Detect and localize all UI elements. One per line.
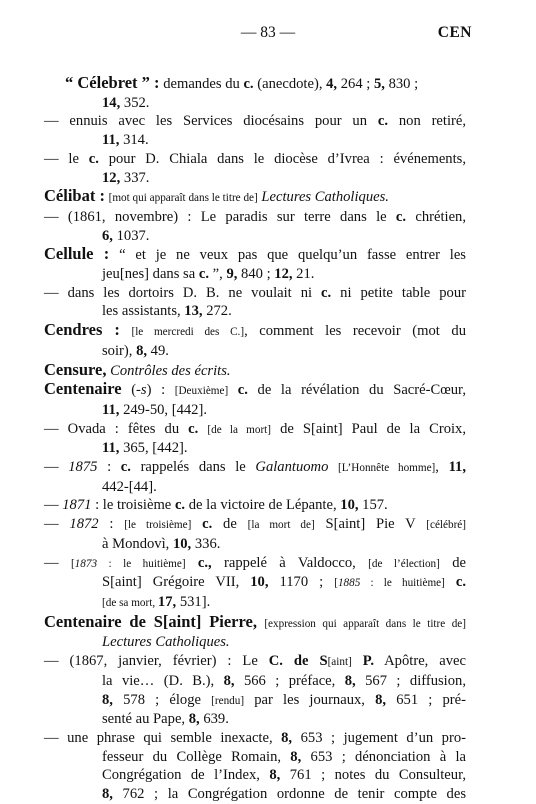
entry-text: 8,	[269, 767, 281, 784]
index-entry	[44, 74, 466, 112]
index-entry	[44, 420, 466, 458]
index-entry	[44, 245, 466, 283]
entry-text	[191, 516, 202, 532]
entry-line	[44, 458, 466, 478]
entry-text: :	[98, 516, 125, 533]
entry-text: , comment les recevoir (mot du	[244, 323, 466, 340]
entry-text: de la victoire de Lépante,	[185, 497, 341, 514]
entry-text: 1871	[62, 497, 92, 514]
entry-text: 8,	[375, 691, 387, 708]
index-entry	[44, 187, 466, 208]
entry-text: la vie… (D. B.),	[102, 672, 224, 689]
entry-line	[44, 613, 466, 634]
entry-text: 8,	[223, 672, 235, 689]
entry-line	[44, 208, 466, 227]
entry-text: 12,	[274, 266, 293, 283]
entry-text: 8,	[136, 342, 148, 359]
index-entry	[44, 208, 466, 245]
entry-text: —	[44, 554, 71, 571]
entry-text: 653 ; jugement d’un pro-	[292, 729, 466, 746]
entry-text: soir),	[102, 342, 137, 359]
entry-text: de la révélation du Sacré-Cœur,	[247, 382, 466, 399]
entry-text: S[aint] Grégoire VII,	[102, 574, 251, 591]
entry-continuation-line	[44, 478, 466, 497]
entry-text: [de la mort]	[207, 423, 272, 436]
entry-text	[352, 653, 363, 669]
entry-continuation-line	[44, 227, 466, 246]
entry-continuation-line	[44, 691, 466, 711]
entry-text: de	[212, 516, 248, 533]
entry-continuation-line	[44, 169, 466, 188]
entry-continuation-line	[44, 265, 466, 284]
entry-line	[44, 187, 466, 208]
entry-text: 651 ; pré-	[386, 691, 466, 708]
entry-text	[283, 653, 294, 669]
entry-text: : le huitième]	[360, 577, 445, 590]
entry-text: 8,	[102, 786, 113, 803]
entry-text: senté au Pape,	[102, 711, 189, 728]
entry-line	[44, 112, 466, 131]
entry-continuation-line	[44, 785, 466, 804]
entry-text: [Deuxième]	[174, 385, 229, 398]
entry-continuation-line	[44, 439, 466, 458]
entry-text: s	[140, 382, 147, 399]
entry-text: c.	[202, 516, 213, 533]
entry-text	[186, 555, 198, 571]
entry-line	[44, 150, 466, 169]
entry-text: c.	[198, 266, 209, 283]
entry-text: c.	[395, 208, 407, 225]
entry-text: ”,	[209, 266, 227, 283]
entry-text: c.	[120, 459, 131, 476]
entry-text: 840 ;	[237, 266, 275, 283]
entry-text: 12,	[102, 169, 121, 186]
entry-text: c.	[243, 76, 254, 92]
entry-text: Lectures Catholiques.	[102, 634, 230, 651]
entry-text: —	[44, 516, 70, 533]
entry-text: [de l’élection]	[368, 557, 440, 570]
entry-text: 11,	[102, 401, 120, 418]
entry-text: c.	[188, 420, 199, 437]
entry-line	[44, 74, 466, 94]
entry-text: rappelés dans le	[130, 459, 256, 476]
entry-text: non retiré,	[388, 113, 467, 130]
entry-line	[44, 245, 466, 265]
entry-text: demandes du	[159, 76, 244, 92]
entry-text: 352.	[120, 94, 150, 111]
entry-text: jeu[nes] dans sa	[102, 266, 199, 283]
entry-text: par les journaux,	[244, 691, 376, 708]
entry-text: 567 ; diffusion,	[355, 672, 466, 689]
entry-text: 314.	[119, 132, 149, 149]
entry-continuation-line	[44, 766, 466, 785]
entry-text: 21.	[292, 266, 315, 283]
entry-continuation-line	[44, 302, 466, 321]
entry-text: — Ovada : fêtes du	[44, 420, 189, 437]
entry-text: 9,	[226, 266, 238, 283]
entry-text: chrétien,	[406, 208, 466, 225]
entry-line	[44, 729, 466, 748]
entry-text: [aint]	[327, 656, 352, 669]
entry-continuation-line	[44, 131, 466, 150]
entry-line	[44, 284, 466, 303]
entry-text: 272.	[202, 303, 232, 320]
headword: “ Célebret ” :	[65, 73, 160, 92]
entry-text: — (1861, novembre) : Le paradis sur terre dans le	[44, 208, 396, 225]
entry-text: — une phrase qui semble inexacte,	[44, 729, 282, 746]
headword: Célibat :	[44, 186, 105, 206]
entry-text: P.	[362, 653, 374, 670]
entry-text: 10,	[250, 574, 269, 591]
entry-text: Apôtre, avec	[374, 653, 466, 670]
entry-text: [	[70, 557, 75, 570]
entry-text: [le troisième]	[124, 519, 192, 532]
entry-line	[44, 380, 466, 401]
entry-text: Galantuomo	[255, 459, 329, 476]
entry-text: (-	[121, 382, 141, 399]
entry-text	[120, 323, 132, 339]
entry-text: 11,	[448, 459, 466, 476]
entry-text: 11,	[102, 132, 120, 149]
entry-text: 10,	[340, 497, 359, 514]
entry-text: 157.	[358, 497, 388, 514]
entry-text: — (1867, janvier, février) : Le	[44, 653, 269, 670]
entry-text: 336.	[191, 535, 221, 552]
entry-line	[44, 321, 466, 342]
entry-text: [mot qui apparaît dans le titre de]	[108, 192, 258, 205]
entry-text: S[aint] Pie V	[314, 516, 427, 533]
entry-text: 8,	[188, 711, 200, 728]
entry-continuation-line	[44, 401, 466, 420]
entry-text: : le huitième]	[97, 557, 186, 570]
entry-text: — le	[44, 150, 89, 167]
index-entry	[44, 613, 466, 652]
entry-text: 639.	[199, 711, 229, 728]
entry-text: de S[aint] Paul de la Croix,	[271, 420, 466, 437]
entry-text: 653 ; dénonciation à la	[301, 748, 466, 765]
entry-line	[44, 496, 466, 515]
entry-text: 5,	[373, 76, 385, 92]
entry-continuation-line	[44, 710, 466, 729]
entry-text: [rendu]	[211, 694, 245, 707]
entry-text: c.	[88, 150, 99, 167]
entry-text: 578 ; éloge	[112, 691, 212, 708]
entry-text: 1872	[69, 516, 99, 533]
entry-text: ) :	[146, 382, 175, 399]
entry-text: [de sa mort,	[102, 596, 158, 609]
entry-text: —	[44, 459, 69, 476]
entry-text: 11,	[102, 440, 120, 457]
entry-text: 8,	[102, 691, 113, 708]
entry-text: c.	[174, 497, 186, 514]
entry-text: 442-[44].	[102, 478, 157, 495]
entry-text: [célébré]	[426, 519, 466, 532]
entry-text: rappelé à Valdocco,	[211, 554, 369, 571]
headword: Centenaire	[44, 379, 122, 399]
entry-text: C.	[268, 653, 283, 670]
entry-text: 531].	[176, 593, 211, 610]
entry-text: : le troisième	[91, 497, 175, 514]
entry-text: 8,	[344, 672, 356, 689]
index-body	[44, 74, 466, 804]
entry-text: c.	[237, 382, 248, 399]
index-entry	[44, 652, 466, 729]
entry-text: Contrôles des écrits.	[110, 362, 231, 379]
entry-line	[44, 515, 466, 535]
entry-text: de S	[293, 653, 328, 670]
entry-text: [L’Honnête homme]	[338, 462, 436, 475]
entry-continuation-line	[44, 593, 466, 613]
entry-text: — dans les dortoirs D. B. ne voulait ni	[44, 284, 322, 301]
entry-text: [expression qui apparaît dans le titre de]	[264, 617, 466, 630]
entry-line	[44, 361, 466, 381]
index-entry	[44, 515, 466, 553]
index-entry	[44, 554, 466, 613]
entry-text: —	[44, 497, 63, 514]
headword: Centenaire de S[aint] Pierre,	[44, 611, 257, 631]
index-entry	[44, 112, 466, 149]
entry-text: 1037.	[112, 227, 150, 244]
entry-text: de	[439, 554, 466, 571]
entry-text: 8,	[290, 748, 302, 765]
entry-line	[44, 420, 466, 440]
entry-text: 264 ;	[337, 76, 374, 92]
entry-text: 1170 ;	[268, 574, 335, 591]
entry-text: c.	[377, 113, 389, 130]
entry-text: “ et je ne veux pas que quelqu’un fasse entrer les	[109, 247, 466, 264]
entry-line	[44, 652, 466, 672]
entry-text: 1875	[68, 459, 98, 476]
entry-text	[445, 574, 456, 590]
entry-text: 49.	[147, 342, 169, 359]
entry-text: [le mercredi des C.]	[131, 326, 245, 339]
entry-text: Lectures Catholiques.	[261, 189, 389, 206]
entry-text: [	[334, 577, 338, 590]
entry-text: 249-50, [442].	[119, 401, 207, 418]
entry-text: 1873	[74, 557, 98, 570]
index-entry	[44, 150, 466, 187]
entry-text: 6,	[102, 227, 113, 244]
entry-continuation-line	[44, 535, 466, 554]
index-entry	[44, 496, 466, 515]
headword: Cellule :	[44, 244, 110, 264]
headword: Cendres :	[44, 320, 120, 340]
entry-text: 762 ; la Congrégation ordonne de tenir compte des	[112, 786, 466, 803]
running-head: CEN	[437, 24, 472, 41]
entry-text: 830 ;	[384, 76, 419, 92]
index-entry	[44, 361, 466, 381]
entry-text: pour D. Chiala dans le diocèse d’Ivrea : événements,	[98, 150, 466, 167]
entry-text: ,	[435, 459, 449, 476]
index-entry	[44, 284, 466, 321]
entry-text: c.	[455, 574, 466, 591]
entry-text: (anecdote),	[253, 76, 327, 92]
page-number: — 83 —	[240, 24, 296, 41]
index-entry	[44, 380, 466, 419]
entry-text	[328, 459, 338, 475]
entry-text: c.	[321, 284, 332, 301]
entry-continuation-line	[44, 633, 466, 652]
index-entry	[44, 729, 466, 804]
entry-text: 337.	[120, 169, 150, 186]
entry-continuation-line	[44, 94, 466, 113]
index-entry	[44, 458, 466, 496]
headword: Censure,	[44, 359, 107, 379]
entry-continuation-line	[44, 672, 466, 691]
entry-continuation-line	[44, 573, 466, 593]
entry-text: 4,	[326, 76, 338, 92]
entry-line	[44, 554, 466, 574]
entry-text: fesseur du Collège Romain,	[102, 748, 291, 765]
entry-text: 13,	[184, 303, 203, 320]
entry-text: à Mondovì,	[102, 535, 173, 552]
entry-text: 17,	[157, 593, 177, 610]
entry-text: 566 ; préface,	[234, 672, 345, 689]
entry-text: 761 ; notes du Consulteur,	[280, 767, 467, 784]
entry-text: 8,	[281, 729, 293, 746]
entry-text: [la mort de]	[247, 519, 315, 532]
entry-text: 1885	[337, 577, 361, 590]
entry-text: :	[97, 459, 121, 476]
entry-text: — ennuis avec les Services diocésains pour un	[44, 113, 378, 130]
entry-text: c.,	[197, 554, 212, 571]
entry-continuation-line	[44, 748, 466, 767]
entry-text: 14,	[102, 94, 121, 111]
entry-text: ni petite table pour	[331, 284, 466, 301]
entry-text: les assistants,	[102, 303, 185, 320]
entry-text	[228, 382, 238, 398]
entry-text: 365, [442].	[119, 440, 188, 457]
index-entry	[44, 321, 466, 360]
entry-text: 10,	[172, 535, 192, 552]
entry-continuation-line	[44, 342, 466, 361]
entry-text: Congrégation de l’Index,	[102, 767, 270, 784]
